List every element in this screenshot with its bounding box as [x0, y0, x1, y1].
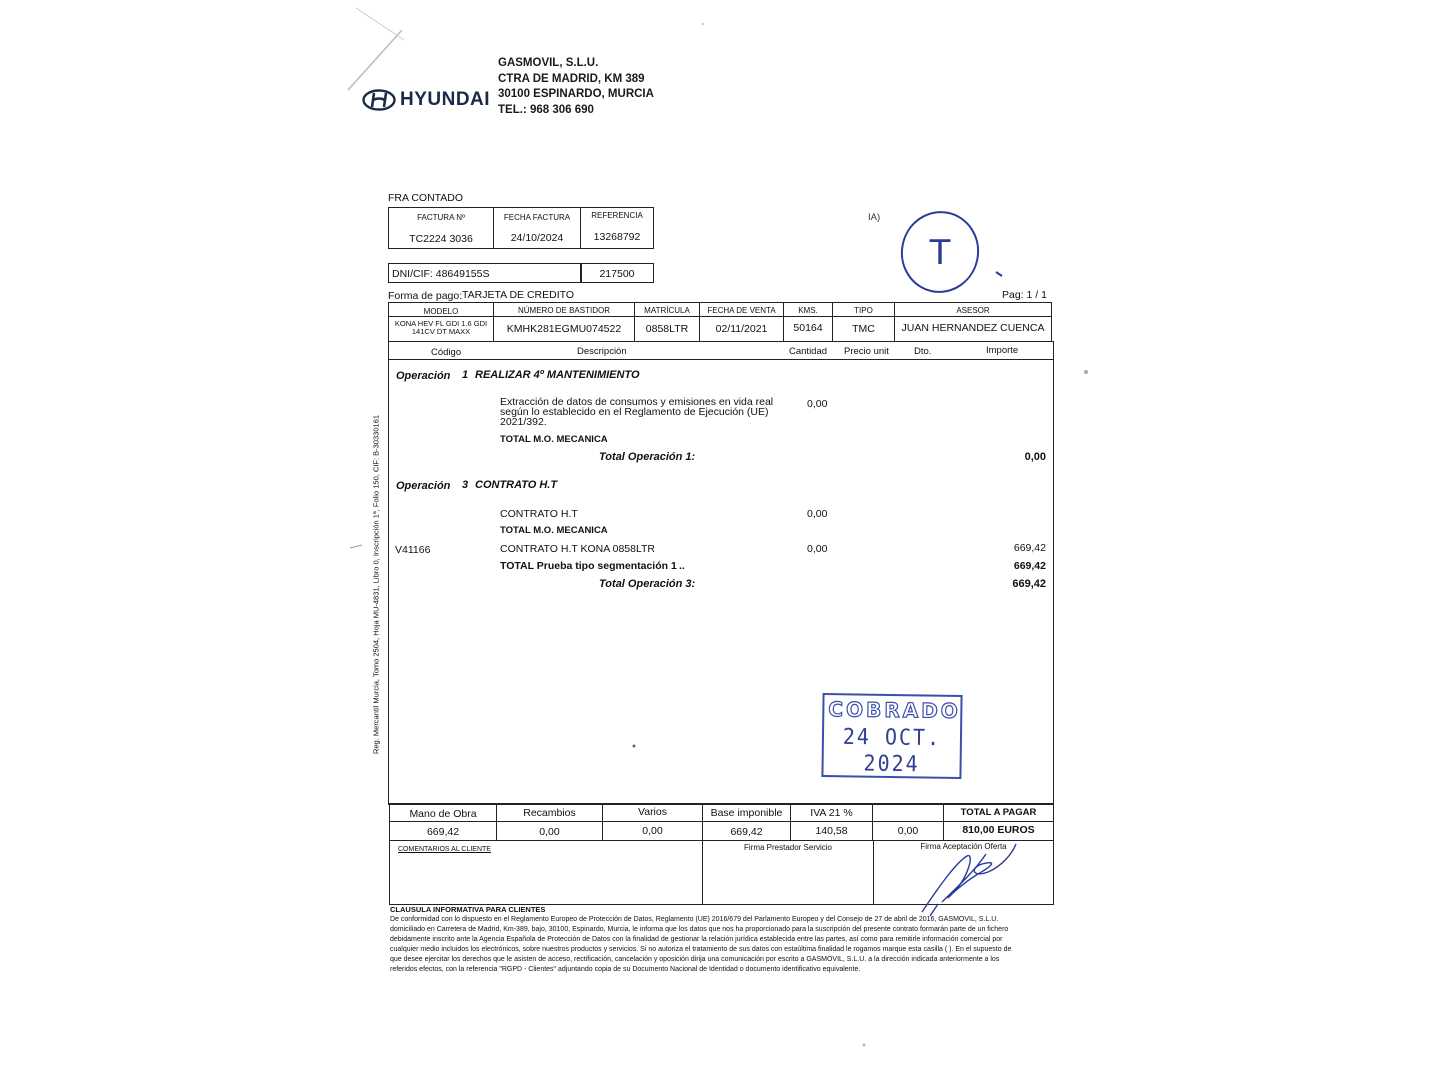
totals-header-misc: Varios — [638, 806, 667, 818]
invoice-reference: 13268792 — [593, 231, 641, 243]
payment-method: TARJETA DE CREDITO — [462, 289, 575, 301]
company-block — [498, 56, 654, 118]
vehicle-plate: 0858LTR — [645, 323, 689, 335]
op3-line2-code: V41166 — [395, 544, 431, 556]
handwritten-circle-mark — [896, 206, 1006, 296]
header-invoice-date: FECHA FACTURA — [503, 213, 571, 222]
op1-total-value: 0,00 — [1024, 451, 1046, 463]
op3-number: 3 — [462, 479, 469, 491]
op3-total-value: 669,42 — [1012, 578, 1046, 590]
company-phone: TEL.: 968 306 690 — [498, 103, 594, 116]
totals-vat: 140,58 — [815, 825, 848, 837]
paid-stamp-title: COBRADO — [828, 697, 961, 723]
vehicle-header-sale-date: FECHA DE VENTA — [707, 306, 776, 315]
clause-line-1: De conformidad con lo dispuesto en el Reglamento Europeo de Protección de Datos, Reglamento (UE) 2016/679 del Parlamento Europeo y del Consejo de 27 de abril de 2016, GASMOVIL, S.L.U. — [390, 916, 999, 923]
totals-amount-due: 810,00 EUROS — [962, 824, 1035, 836]
vehicle-header-plate: MATRÍCULA — [644, 306, 690, 315]
totals-taxable-base: 669,42 — [730, 826, 763, 838]
paid-stamp-date: 24 OCT. 2024 — [842, 722, 942, 777]
vehicle-header-vin: NÚMERO DE BASTIDOR — [517, 306, 610, 315]
privacy-clause — [390, 905, 1054, 975]
lines-header-code: Código — [431, 347, 462, 358]
clause-title: CLAUSULA INFORMATIVA PARA CLIENTES — [390, 905, 546, 914]
totals-header-vat: IVA 21 % — [810, 807, 853, 819]
invoice-header-table — [388, 207, 654, 249]
invoice-number: TC2224 3036 — [409, 233, 473, 245]
op3-title: CONTRATO H.T — [475, 479, 558, 491]
op1-total-label: Total Operación 1: — [599, 451, 696, 463]
lines-header-quantity: Cantidad — [789, 346, 828, 357]
company-address-2: 30100 ESPINARDO, MURCIA — [498, 88, 654, 100]
client-id-box — [388, 263, 582, 283]
lines-header-description: Descripción — [577, 346, 627, 357]
op3-segmentation-label: TOTAL Prueba tipo segmentación 1 — [500, 560, 677, 572]
op1-description-line-2: según lo establecido en el Reglamento de Ejecución (UE) — [500, 406, 769, 418]
op3-segmentation-value: 669,42 — [1013, 560, 1046, 572]
vehicle-header-model: MODELO — [423, 307, 459, 316]
handwritten-t: T — [929, 233, 951, 273]
op1-title: REALIZAR 4º MANTENIMIENTO — [475, 369, 640, 381]
vehicle-vin: KMHK281EGMU074522 — [506, 323, 622, 335]
totals-header-taxable-base: Base imponible — [710, 807, 783, 819]
comments-label: COMENTARIOS AL CLIENTE — [398, 846, 491, 853]
registry-vertical-text: Reg. Mercantil Murcia, Tomo 2504, Hoja MU-4831, Libro 0, Inscripción 1ª, Folio 150, CIF: B-30330161 — [371, 414, 381, 755]
totals-other: 0,00 — [897, 825, 919, 837]
vehicle-header-type: TIPO — [854, 306, 873, 315]
invoice-date: 24/10/2024 — [510, 232, 564, 244]
op1-description-line-3: 2021/392. — [500, 416, 547, 428]
clause-line-5: que desee ejercitar los derechos que le asisten de acceso, rectificación, cancelación y oposición dirija una comunicación por escrito a GASMOVIL, S.L.U. a la dirección indicada anteriormente a los — [390, 956, 1000, 963]
vehicle-sale-date: 02/11/2021 — [715, 323, 768, 335]
totals-header-total: TOTAL A PAGAR — [960, 807, 1037, 818]
totals-header-parts: Recambios — [523, 807, 576, 819]
op3-line1-quantity: 0,00 — [807, 508, 828, 520]
provider-signature-label: Firma Prestador Servicio — [743, 843, 833, 852]
paid-stamp — [821, 693, 962, 779]
totals-header-labour: Mano de Obra — [409, 808, 477, 820]
op1-label: Operación — [396, 370, 451, 382]
company-address-1: CTRA DE MADRID, KM 389 — [498, 72, 645, 85]
vehicle-type: TMC — [852, 323, 875, 335]
op3-total-mo: TOTAL M.O. MECANICA — [500, 525, 608, 536]
op3-label: Operación — [396, 480, 451, 492]
lines-header-unit-price: Precio unit — [844, 346, 889, 357]
header-invoice-number: FACTURA Nº — [417, 213, 465, 222]
invoice-kind: FRA CONTADO — [388, 192, 464, 204]
op1-number: 1 — [462, 369, 469, 381]
op3-line2-description: CONTRATO H.T KONA 0858LTR — [500, 543, 656, 555]
op3-line1-description: CONTRATO H.T — [500, 508, 578, 520]
totals-labour: 669,42 — [426, 826, 460, 838]
clause-line-3: debidamente inscrito ante la Agencia Española de Protección de Datos con la finalidad de gestionar la relación jurídica establecida entre las partes, así como para remitirle información comercial por — [390, 936, 1003, 943]
op3-total-label: Total Operación 3: — [599, 578, 696, 590]
op3-line2-amount: 669,42 — [1013, 542, 1046, 554]
faint-header-text: IA) — [868, 212, 881, 223]
header-reference: REFERENCIA — [591, 211, 643, 220]
lines-header-amount: Importe — [986, 345, 1019, 356]
clause-line-6: referidos efectos, con la referencia "RGPD - Clientes" adjuntando copia de su Documento Nacional de Identidad o documento identificativo equivalente. — [390, 966, 861, 973]
vehicle-header-advisor: ASESOR — [956, 306, 990, 315]
hyundai-logo — [362, 88, 490, 112]
totals-parts: 0,00 — [539, 826, 560, 838]
vehicle-header-kms: KMS. — [798, 306, 818, 315]
client-code-box — [580, 263, 654, 283]
op1-description-line-1: Extracción de datos de consumos y emisiones en vida real — [500, 396, 774, 408]
client-code: 217500 — [599, 268, 635, 280]
op1-description — [500, 397, 773, 427]
op3-segmentation-dots: .. — [679, 560, 685, 572]
acceptance-signature-label: Firma Aceptación Oferta — [920, 842, 1007, 851]
op3-line2-quantity: 0,00 — [807, 543, 828, 555]
vehicle-kms: 50164 — [793, 322, 823, 334]
company-name: GASMOVIL, S.L.U. — [498, 57, 599, 69]
vehicle-model: KONA HEV FL GDI 1.6 GDI 141CV DT MAXX — [394, 319, 488, 336]
totals-misc: 0,00 — [642, 825, 663, 837]
client-dni: DNI/CIF: 48649155S — [392, 268, 490, 280]
op1-quantity: 0,00 — [807, 398, 828, 410]
lines-header-discount: Dto. — [914, 346, 932, 357]
vehicle-advisor: JUAN HERNANDEZ CUENCA — [901, 322, 1045, 334]
clause-line-4: cualquier medio incluidos los electrónicos, sobre nuestros productos y servicios. Si no autoriza el tratamiento de sus datos con estaúltima finalidad le rogamos marque esta casilla ( ). En el supuesto de — [390, 946, 1012, 953]
payment-label: Forma de pago: — [388, 290, 463, 302]
brand-wordmark: HYUNDAI — [400, 89, 491, 110]
vehicle-table — [388, 302, 1052, 342]
page-number: Pag: 1 / 1 — [1002, 289, 1047, 301]
op1-total-mo: TOTAL M.O. MECANICA — [500, 434, 608, 445]
hyundai-emblem-icon — [362, 89, 396, 111]
clause-line-2: domiciliado en Carretera de Madrid, Km-389, bajo, 30100, Espinardo, Murcia, le informa que los datos que nos ha proporcionado para la suscripción del presente contrato formarán parte de un fichero — [390, 926, 1009, 933]
